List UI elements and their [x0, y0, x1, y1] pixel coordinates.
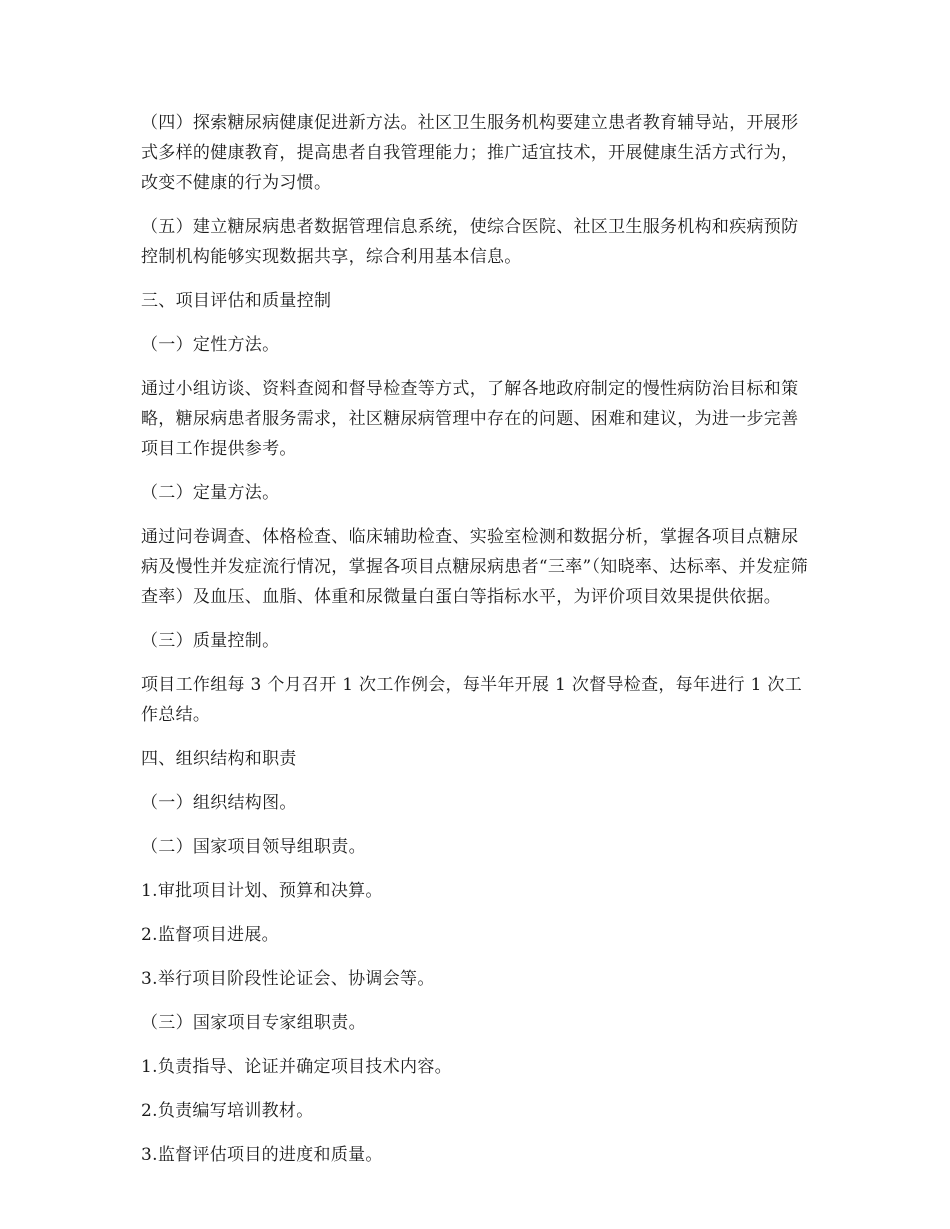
subheading-expert-duties: （三）国家项目专家组职责。	[141, 1013, 366, 1033]
list-item: 1.审批项目计划、预算和决算。	[141, 881, 383, 901]
paragraph-quantitative: 通过问卷调查、体格检查、临床辅助检查、实验室检测和数据分析，掌握各项目点糖尿病及慢性并发症流行情况，掌握各项目点糖尿病患者“三率”（知晓率、达标率、并发症筛查率）及血压、血脂、体重和尿微量白蛋白等指标水平，为评价项目效果提供依据。	[141, 527, 808, 607]
document-page	[141, 108, 813, 1184]
paragraph-qualitative: 通过小组访谈、资料查阅和督导检查等方式，了解各地政府制定的慢性病防治目标和策略，糖尿病患者服务需求，社区糖尿病管理中存在的问题、困难和建议，为进一步完善项目工作提供参考。	[141, 379, 799, 459]
subheading-quantitative: （二）定量方法。	[141, 483, 280, 503]
paragraph-data-system: （五）建立糖尿病患者数据管理信息系统，使综合医院、社区卫生服务机构和疾病预防控制机构能够实现数据共享，综合利用基本信息。	[141, 217, 799, 267]
list-item: 2.负责编写培训教材。	[141, 1101, 314, 1121]
section-heading-organization: 四、组织结构和职责	[141, 749, 297, 769]
subheading-leadership-duties: （二）国家项目领导组职责。	[141, 837, 366, 857]
section-heading-evaluation: 三、项目评估和质量控制	[141, 291, 332, 311]
list-item: 1.负责指导、论证并确定项目技术内容。	[141, 1057, 452, 1077]
subheading-qualitative: （一）定性方法。	[141, 335, 280, 355]
list-item: 2.监督项目进展。	[141, 925, 279, 945]
list-item: 3.举行项目阶段性论证会、协调会等。	[141, 969, 435, 989]
subheading-org-chart: （一）组织结构图。	[141, 793, 297, 813]
subheading-quality-control: （三）质量控制。	[141, 631, 280, 651]
paragraph-quality-control: 项目工作组每 3 个月召开 1 次工作例会，每半年开展 1 次督导检查，每年进行 1 次工作总结。	[141, 675, 802, 725]
paragraph-diabetes-promotion: （四）探索糖尿病健康促进新方法。社区卫生服务机构要建立患者教育辅导站，开展形式多样的健康教育，提高患者自我管理能力；推广适宜技术，开展健康生活方式行为，改变不健康的行为习惯。	[141, 113, 799, 193]
list-item: 3.监督评估项目的进度和质量。	[141, 1145, 383, 1165]
